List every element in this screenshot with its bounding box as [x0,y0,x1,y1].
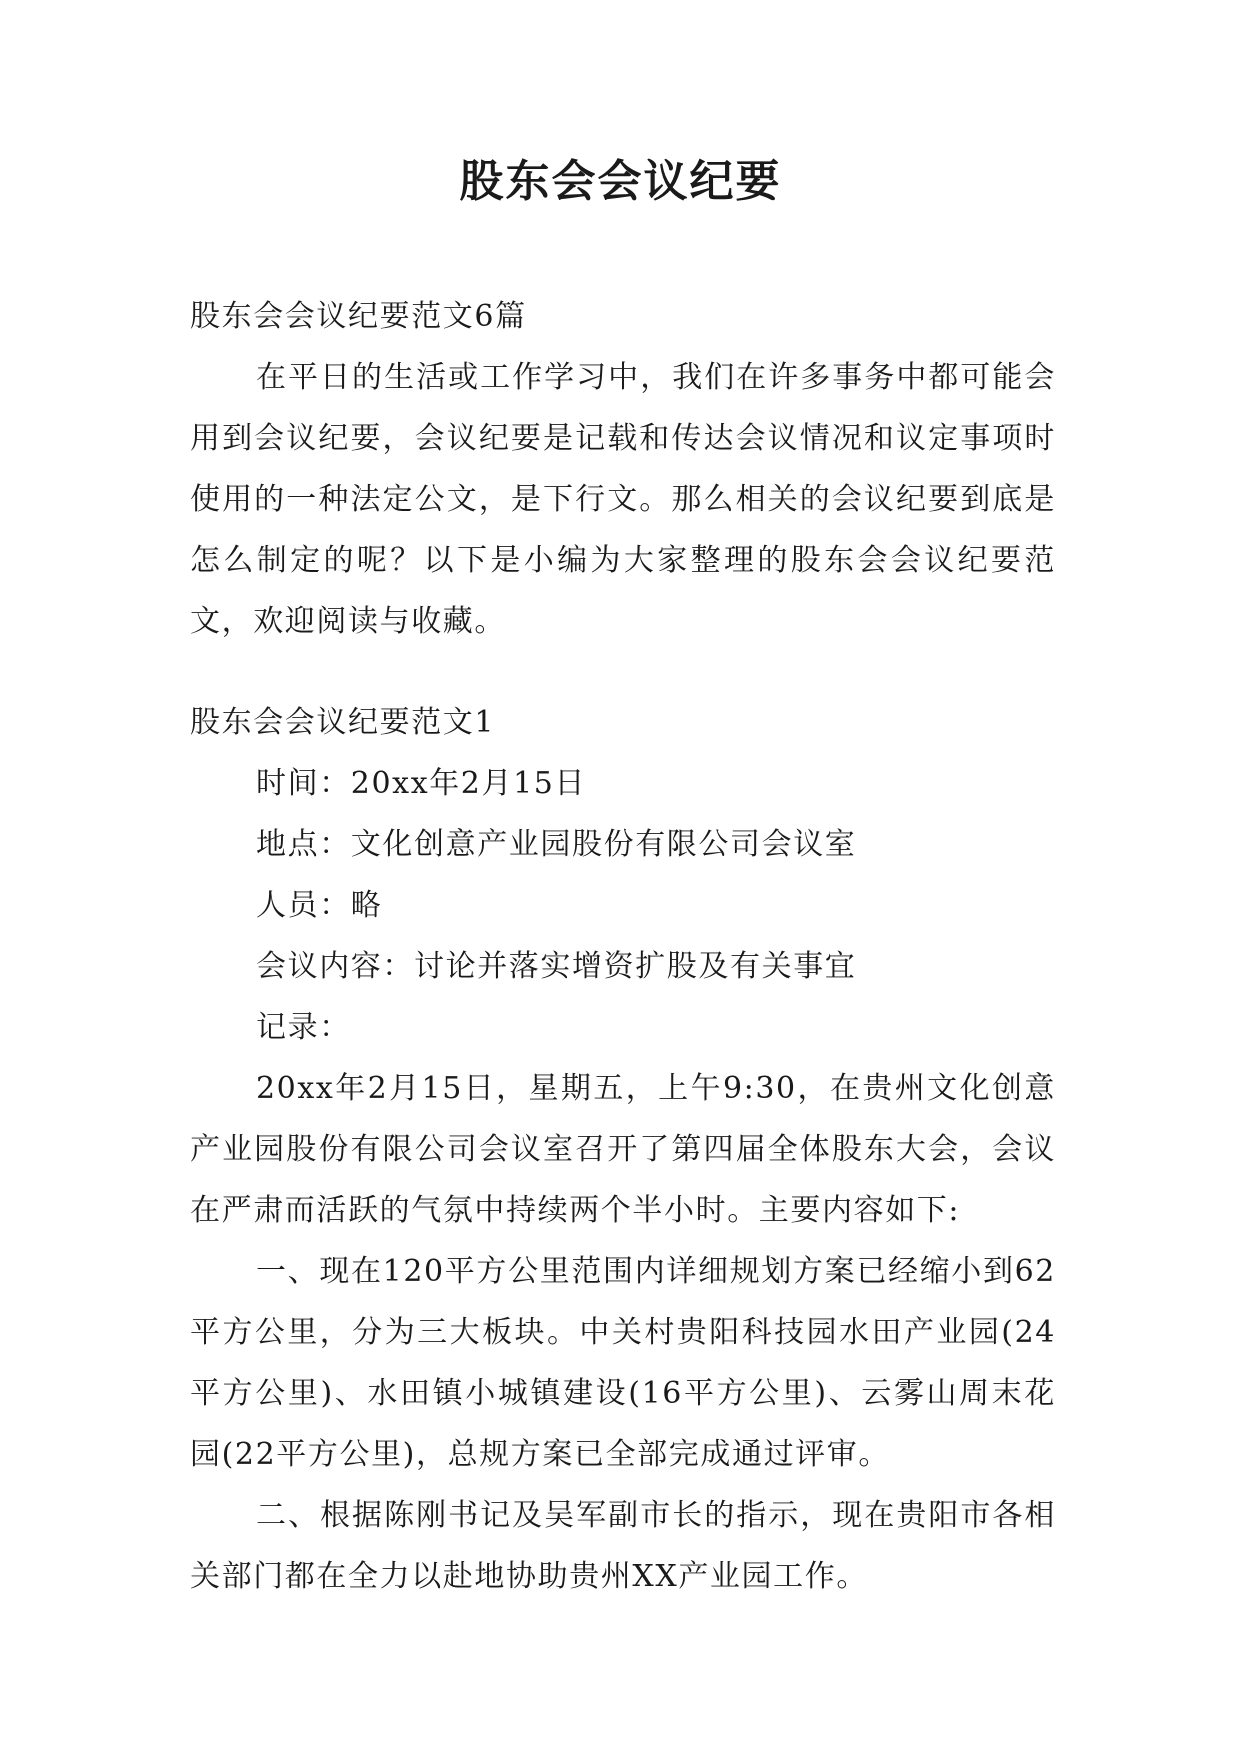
sample-1-section [190,692,1056,1607]
intro-paragraph: 在平日的生活或工作学习中，我们在许多事务中都可能会用到会议纪要，会议纪要是记载和传达会议情况和议定事项时使用的一种法定公文，是下行文。那么相关的会议纪要到底是怎么制定的呢？以下是小编为大家整理的股东会会议纪要范文，欢迎阅读与收藏。 [190,360,1056,639]
record-label: 记录： [256,1010,351,1045]
meeting-time: 时间：20xx年2月15日 [256,766,587,801]
subtitle: 股东会会议纪要范文6篇 [190,299,527,334]
document-title: 股东会会议纪要 [459,156,782,207]
meeting-people: 人员：略 [256,888,383,923]
meeting-content: 会议内容：讨论并落实增资扩股及有关事宜 [256,949,857,984]
intro-section [190,286,1056,652]
record-paragraph: 一、现在120平方公里范围内详细规划方案已经缩小到62平方公里，分为三大板块。中关村贵阳科技园水田产业园(24平方公里)、水田镇小城镇建设(16平方公里)、云雾山周末花园(22平方公里)，总规方案已全部完成通过评审。 [190,1254,1056,1472]
record-paragraph: 二、根据陈刚书记及吴军副市长的指示，现在贵阳市各相关部门都在全力以赴地协助贵州XX产业园工作。 [190,1498,1056,1594]
record-paragraph: 20xx年2月15日，星期五，上午9:30，在贵州文化创意产业园股份有限公司会议室召开了第四届全体股东大会，会议在严肃而活跃的气氛中持续两个半小时。主要内容如下: [190,1071,1056,1228]
meeting-place: 地点：文化创意产业园股份有限公司会议室 [256,827,857,862]
sample-1-heading: 股东会会议纪要范文1 [190,705,496,740]
